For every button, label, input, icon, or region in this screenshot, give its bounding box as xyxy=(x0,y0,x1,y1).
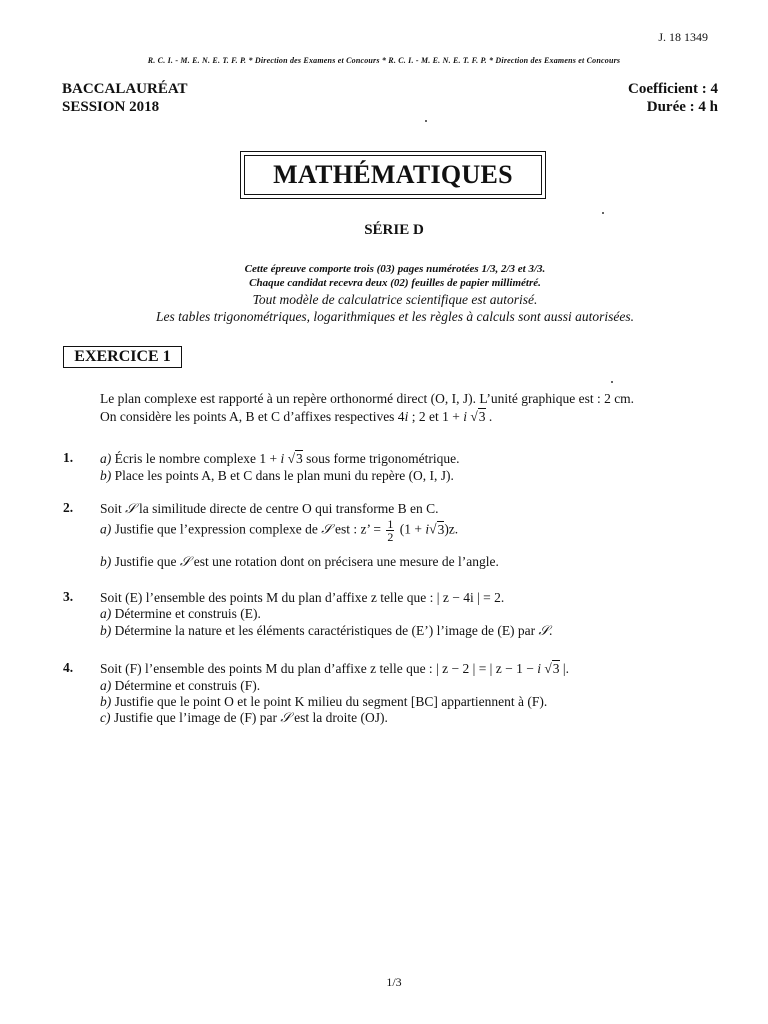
letter-a: a) xyxy=(100,678,112,693)
question-4c xyxy=(100,709,388,726)
scan-speck xyxy=(425,120,427,122)
question-2-text: Soit xyxy=(100,501,126,516)
exam-header-left xyxy=(62,80,188,116)
question-3a xyxy=(100,605,261,622)
imaginary-unit: i xyxy=(404,409,409,424)
question-3-statement: Soit (E) l’ensemble des points M du plan d’affixe z telle que : | z − 4i | = 2. xyxy=(100,590,505,605)
fraction-denominator: 2 xyxy=(387,530,394,544)
question-2a xyxy=(100,518,458,543)
question-4b-text: Justifie que le point O et le point K milieu du segment [BC] appartiennent à (F). xyxy=(114,694,548,709)
sqrt-radicand: 3 xyxy=(478,409,486,424)
exam-duration: Durée : 4 h xyxy=(646,99,718,115)
question-3a-text: Détermine et construis (E). xyxy=(114,606,261,621)
sqrt-radicand: 3 xyxy=(437,521,445,537)
imaginary-unit: i xyxy=(425,521,430,537)
fraction-numerator: 1 xyxy=(387,517,394,531)
similitude-symbol: 𝒮 xyxy=(280,710,291,725)
question-4a-text: Détermine et construis (F). xyxy=(114,678,261,693)
sqrt-root: √ xyxy=(470,409,478,424)
similitude-symbol: 𝒮 xyxy=(321,521,332,537)
letter-c: c) xyxy=(100,710,111,725)
question-3b-text: Détermine la nature et les éléments caractéristiques de (E’) l’image de (E) par xyxy=(114,623,539,638)
letter-b: b) xyxy=(100,468,112,483)
question-4c-text: Justifie que l’image de (F) par xyxy=(113,710,281,725)
letter-b: b) xyxy=(100,554,112,569)
question-2-statement xyxy=(100,500,439,517)
question-4-statement xyxy=(100,660,569,677)
question-3b xyxy=(100,622,552,639)
subject-title-box xyxy=(240,151,546,199)
fraction-one-half xyxy=(386,518,394,543)
similitude-symbol: 𝒮 xyxy=(538,623,549,638)
sqrt-radicand: 3 xyxy=(552,661,560,676)
question-2b-text-end: est une rotation dont on précisera une mesure de l’angle. xyxy=(190,554,499,569)
serie-label: SÉRIE D xyxy=(364,222,424,238)
imaginary-unit: i xyxy=(463,409,467,424)
document-reference: J. 18 1349 xyxy=(658,30,708,44)
question-3-number: 3. xyxy=(63,589,74,604)
info-tables: Les tables trigonométriques, logarithmiques et les règles à calculs sont aussi autorisées. xyxy=(155,309,635,324)
question-4c-text-end: est la droite (OJ). xyxy=(290,710,388,725)
question-2a-mid: est : z’ = xyxy=(331,521,385,537)
question-4a xyxy=(100,677,260,694)
scan-speck xyxy=(602,212,604,214)
info-paper: Chaque candidat recevra deux (02) feuilles de papier millimétré. xyxy=(249,277,541,289)
question-2-number: 2. xyxy=(63,500,74,515)
similitude-symbol: 𝒮 xyxy=(179,554,191,569)
exam-session: SESSION 2018 xyxy=(62,99,160,115)
letter-a: a) xyxy=(100,451,112,466)
question-4-text: Soit (F) l’ensemble des points M du plan d’affixe z telle que : | z − 2 | = | z − 1 − xyxy=(100,661,538,676)
question-1b-text: Place les points A, B et C dans le plan muni du repère (O, I, J). xyxy=(114,468,454,483)
imaginary-unit: i xyxy=(537,661,541,676)
question-2a-end: )z. xyxy=(444,521,459,537)
question-1a-text: Écris le nombre complexe 1 + xyxy=(114,451,281,466)
exam-header-right xyxy=(628,80,718,116)
intro-text-b: ; 2 et 1 + xyxy=(408,409,464,424)
letter-a: a) xyxy=(100,606,112,621)
intro-line-2 xyxy=(100,408,492,425)
letter-b: b) xyxy=(100,623,112,638)
question-4-text-end: |. xyxy=(559,661,569,676)
subject-title: MATHÉMATIQUES xyxy=(244,155,542,195)
sqrt-root: √ xyxy=(287,451,295,466)
info-pages: Cette épreuve comporte trois (03) pages numérotées 1/3, 2/3 et 3/3. xyxy=(244,263,546,275)
question-1a xyxy=(100,450,459,467)
question-4b xyxy=(100,693,547,710)
sqrt-root: √ xyxy=(544,661,552,676)
exam-name: BACCALAURÉAT xyxy=(62,81,188,97)
exam-coefficient: Coefficient : 4 xyxy=(628,81,718,97)
letter-a: a) xyxy=(100,521,112,537)
question-2b xyxy=(100,553,499,570)
question-1b xyxy=(100,467,454,484)
intro-line-1: Le plan complexe est rapporté à un repère orthonormé direct (O, I, J). L’unité graphique est : 2 cm. xyxy=(100,391,635,406)
question-2a-text: Justifie que l’expression complexe de xyxy=(114,521,322,537)
question-2a-post: (1 + xyxy=(396,521,426,537)
question-2b-text: Justifie que xyxy=(114,554,180,569)
question-1a-text-end: sous forme trigonométrique. xyxy=(302,451,460,466)
info-calculator: Tout modèle de calculatrice scientifique est autorisé. xyxy=(252,292,538,307)
intro-text-a: On considère les points A, B et C d’affixes respectives 4 xyxy=(100,409,405,424)
question-4-number: 4. xyxy=(63,660,74,675)
letter-b: b) xyxy=(100,694,112,709)
sqrt-radicand: 3 xyxy=(296,451,303,466)
intro-text-c: . xyxy=(485,409,493,424)
imaginary-unit: i xyxy=(280,451,285,466)
scan-speck xyxy=(611,381,613,383)
question-3b-text-end: . xyxy=(549,623,553,638)
exercise-label: EXERCICE 1 xyxy=(63,346,182,368)
question-2-text-end: la similitude directe de centre O qui transforme B en C. xyxy=(135,501,439,516)
ministry-banner: R. C. I. - M. E. N. E. T. F. P. * Direction des Examens et Concours * R. C. I. - M. E. N. E. T. F. P. * Direction des Examens et Concours xyxy=(147,56,621,65)
sqrt-root: √ xyxy=(429,521,437,537)
question-1-number: 1. xyxy=(63,450,74,465)
page-number: 1/3 xyxy=(386,975,402,989)
similitude-symbol: 𝒮 xyxy=(125,501,136,516)
